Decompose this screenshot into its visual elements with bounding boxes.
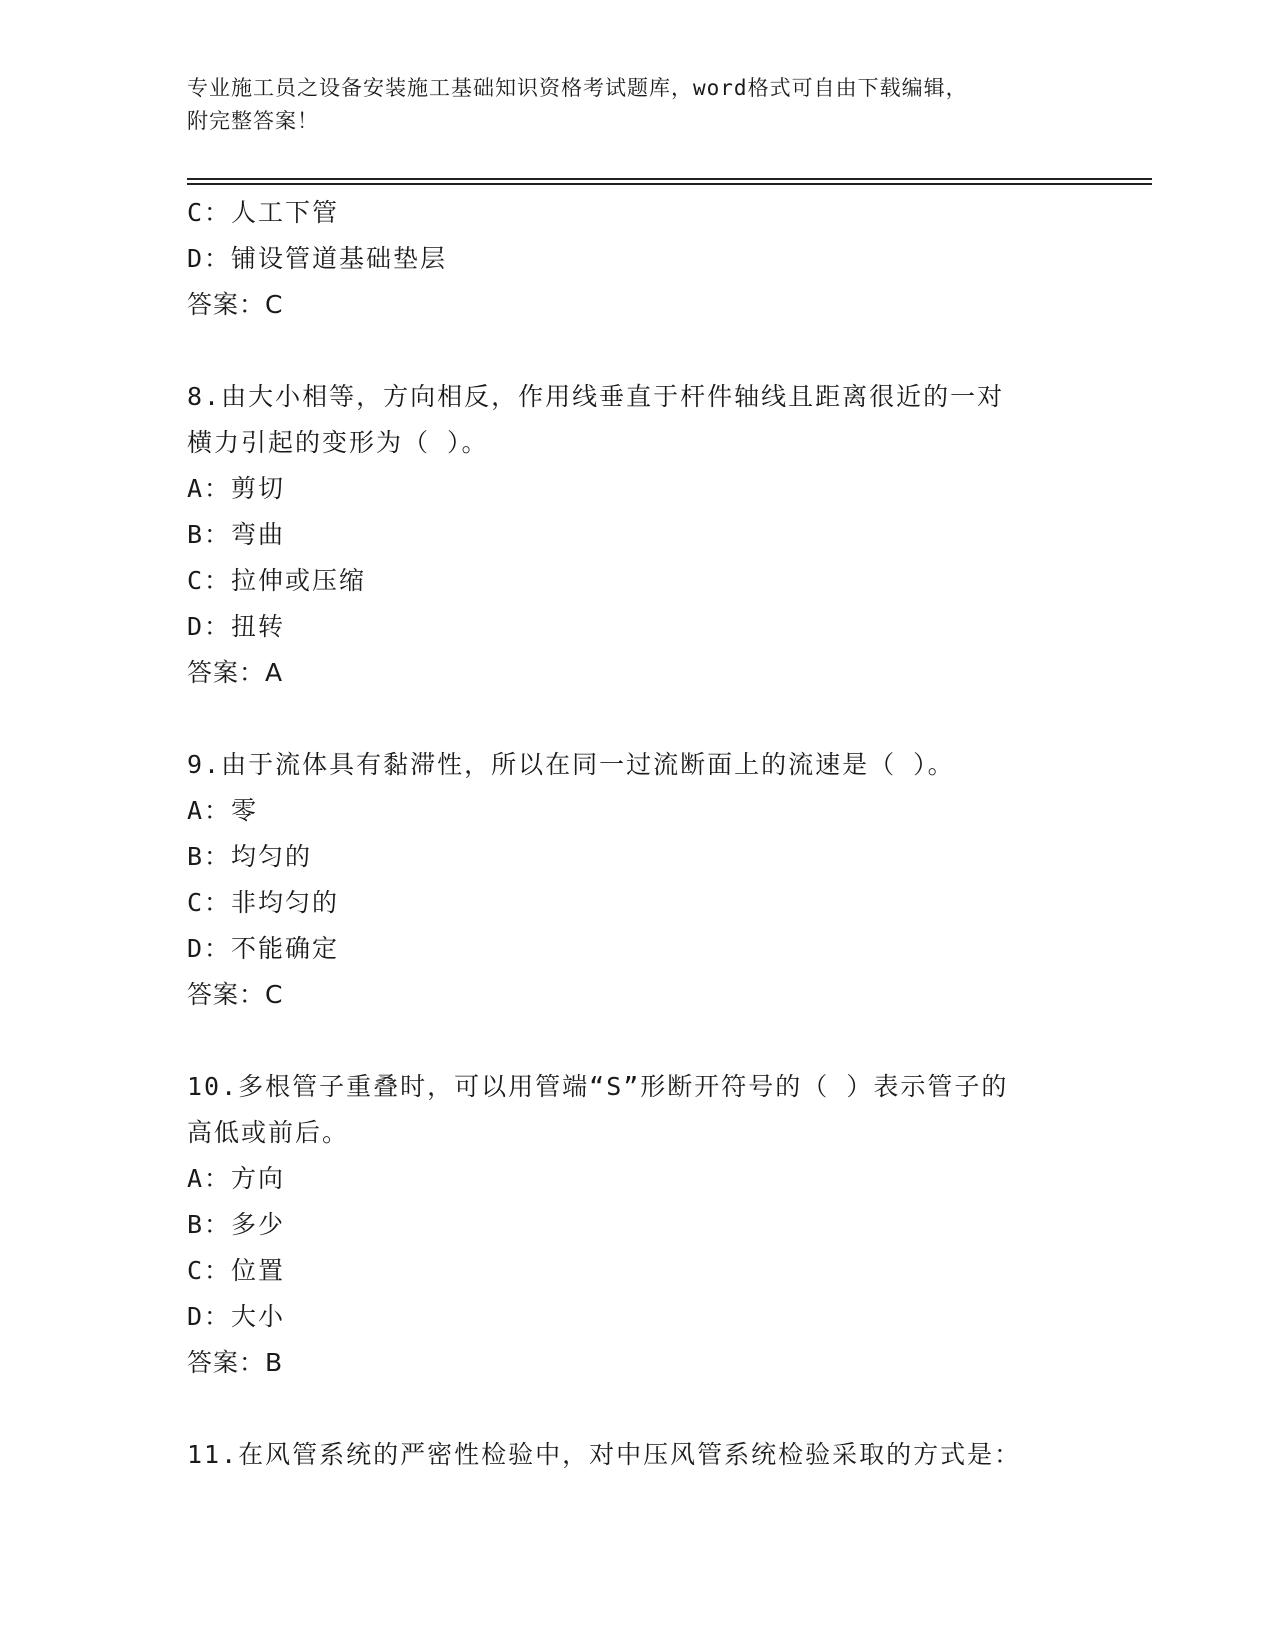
answer: 答案：A [187, 658, 284, 687]
question-text-line-1: 8.由大小相等，方向相反，作用线垂直于杆件轴线且距离很近的一对 [187, 382, 1005, 411]
document-header [187, 72, 1087, 138]
answer: 答案：C [187, 980, 284, 1009]
option-d: D：大小 [187, 1302, 286, 1331]
question-list [187, 190, 1107, 1478]
header-divider-bottom [187, 183, 1152, 185]
question-text-line-2: 横力引起的变形为（ ）。 [187, 428, 489, 457]
question-text-line-2: 高低或前后。 [187, 1118, 350, 1147]
answer: 答案：C [187, 290, 284, 319]
option-c: C：位置 [187, 1256, 286, 1285]
question-text-line-1: 9.由于流体具有黏滞性，所以在同一过流断面上的流速是（ ）。 [187, 750, 955, 779]
header-line-1: 专业施工员之设备安装施工基础知识资格考试题库，word格式可自由下载编辑， [187, 76, 968, 100]
option-d: D：不能确定 [187, 934, 340, 963]
option-a: A：剪切 [187, 474, 286, 503]
option-c: C：非均匀的 [187, 888, 340, 917]
option-b: B：均匀的 [187, 842, 313, 871]
option-b: B：弯曲 [187, 520, 286, 549]
option-a: A：零 [187, 796, 259, 825]
question-7 [187, 190, 1107, 328]
spacer [187, 1018, 1107, 1064]
question-8 [187, 374, 1107, 696]
option-c: C：人工下管 [187, 198, 340, 227]
answer: 答案：B [187, 1348, 284, 1377]
question-11 [187, 1432, 1107, 1478]
option-b: B：多少 [187, 1210, 286, 1239]
header-line-2: 附完整答案！ [187, 109, 319, 133]
question-text-line-1: 11.在风管系统的严密性检验中，对中压风管系统检验采取的方式是： [187, 1440, 1022, 1469]
option-a: A：方向 [187, 1164, 286, 1193]
spacer [187, 1386, 1107, 1432]
question-10 [187, 1064, 1107, 1386]
option-d: D：扭转 [187, 612, 286, 641]
spacer [187, 328, 1107, 374]
question-text-line-1: 10.多根管子重叠时，可以用管端“S”形断开符号的（ ）表示管子的 [187, 1072, 1009, 1101]
option-c: C：拉伸或压缩 [187, 566, 367, 595]
option-d: D：铺设管道基础垫层 [187, 244, 448, 273]
question-9 [187, 742, 1107, 1018]
header-divider-top [187, 178, 1152, 180]
spacer [187, 696, 1107, 742]
